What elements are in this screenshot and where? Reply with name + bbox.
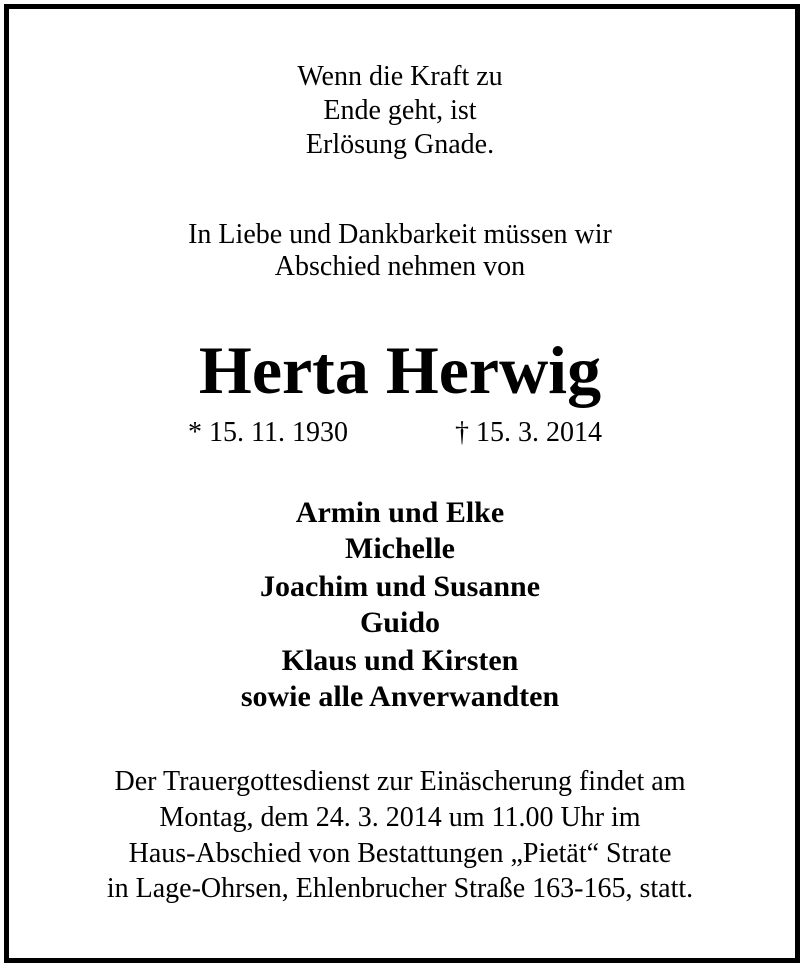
deceased-name: Herta Herwig: [198, 332, 602, 408]
verse-line-2: Ende geht, ist: [323, 95, 477, 126]
mourner-line-4: Guido: [359, 606, 441, 639]
service-line-3: Haus-Abschied von Bestattungen „Pietät“ Strate: [128, 838, 672, 869]
service-line-1: Der Trauergottesdienst zur Einäscherung findet am: [114, 766, 686, 797]
service-line-4: in Lage-Ohrsen, Ehlenbrucher Straße 163-165, statt.: [106, 873, 694, 904]
mourner-line-5: Klaus und Kirsten: [281, 644, 519, 677]
birth-date: * 15. 11. 1930: [188, 417, 348, 448]
intro-line-2: Abschied nehmen von: [274, 251, 526, 282]
verse-line-1: Wenn die Kraft zu: [297, 61, 503, 92]
death-date: † 15. 3. 2014: [455, 417, 602, 448]
verse-line-3: Erlösung Gnade.: [305, 129, 495, 160]
intro-line-1: In Liebe und Dankbarkeit müssen wir: [188, 219, 612, 250]
service-line-2: Montag, dem 24. 3. 2014 um 11.00 Uhr im: [159, 802, 641, 833]
mourner-line-1: Armin und Elke: [295, 496, 505, 529]
mourner-line-6: sowie alle Anverwandten: [240, 680, 560, 713]
mourner-line-2: Michelle: [345, 532, 455, 565]
mourner-line-3: Joachim und Susanne: [259, 570, 541, 603]
